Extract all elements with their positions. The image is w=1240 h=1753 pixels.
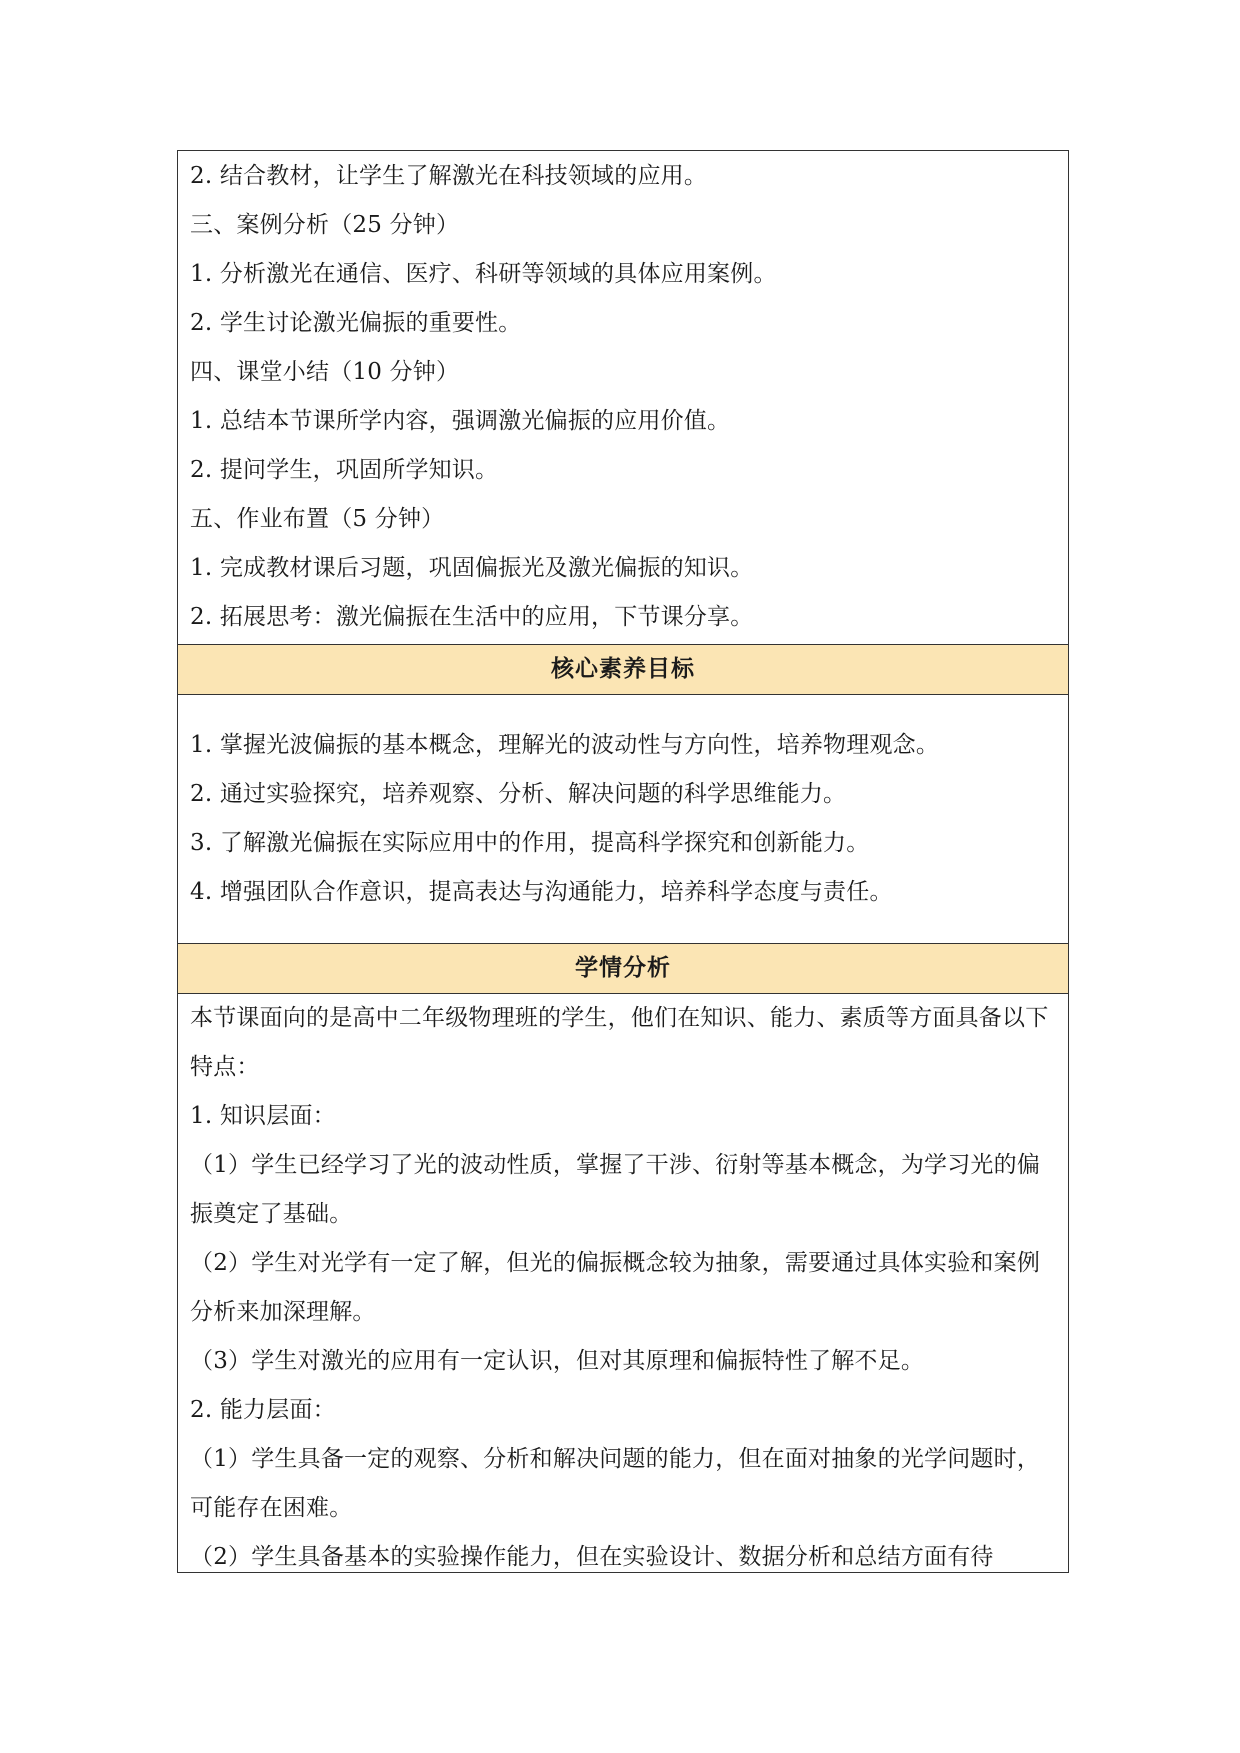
analysis-subheading: 2. 能力层面： [190,1397,336,1423]
core-literacy-section [178,695,1068,943]
core-literacy-item: 4. 增强团队合作意识，提高表达与沟通能力，培养科学态度与责任。 [190,879,893,905]
procedure-heading: 四、课堂小结（10 分钟） [190,359,460,385]
core-literacy-item: 2. 通过实验探究，培养观察、分析、解决问题的科学思维能力。 [190,781,847,807]
procedure-heading: 五、作业布置（5 分钟） [190,506,445,532]
procedure-line: 2. 提问学生，巩固所学知识。 [190,457,499,483]
core-literacy-item: 3. 了解激光偏振在实际应用中的作用，提高科学探究和创新能力。 [190,830,870,856]
procedure-line: 2. 结合教材，让学生了解激光在科技领域的应用。 [190,163,708,189]
core-literacy-header: 核心素养目标 [178,644,1068,695]
procedure-line: 1. 完成教材课后习题，巩固偏振光及激光偏振的知识。 [190,555,754,581]
analysis-point: （1）学生已经学习了光的波动性质，掌握了干涉、衍射等基本概念，为学习光的偏振奠定了基础。 [190,1152,1041,1227]
analysis-subheading: 1. 知识层面： [190,1103,336,1129]
procedure-line: 2. 拓展思考：激光偏振在生活中的应用，下节课分享。 [190,604,754,630]
analysis-intro: 本节课面向的是高中二年级物理班的学生，他们在知识、能力、素质等方面具备以下特点： [190,1005,1049,1080]
procedure-line: 2. 学生讨论激光偏振的重要性。 [190,310,522,336]
procedure-heading: 三、案例分析（25 分钟） [190,212,460,238]
student-analysis-section [178,994,1068,1572]
core-literacy-item: 1. 掌握光波偏振的基本概念，理解光的波动性与方向性，培养物理观念。 [190,732,940,758]
analysis-point: （2）学生对光学有一定了解，但光的偏振概念较为抽象，需要通过具体实验和案例分析来加深理解。 [190,1250,1041,1325]
lesson-plan-table [177,150,1069,1573]
procedure-continued-section [178,151,1068,644]
analysis-point: （1）学生具备一定的观察、分析和解决问题的能力，但在面对抽象的光学问题时，可能存在困难。 [190,1446,1041,1521]
procedure-line: 1. 分析激光在通信、医疗、科研等领域的具体应用案例。 [190,261,777,287]
analysis-point: （3）学生对激光的应用有一定认识，但对其原理和偏振特性了解不足。 [190,1348,925,1374]
analysis-point: （2）学生具备基本的实验操作能力，但在实验设计、数据分析和总结方面有待 [190,1544,994,1570]
student-analysis-header: 学情分析 [178,943,1068,994]
procedure-line: 1. 总结本节课所学内容，强调激光偏振的应用价值。 [190,408,731,434]
